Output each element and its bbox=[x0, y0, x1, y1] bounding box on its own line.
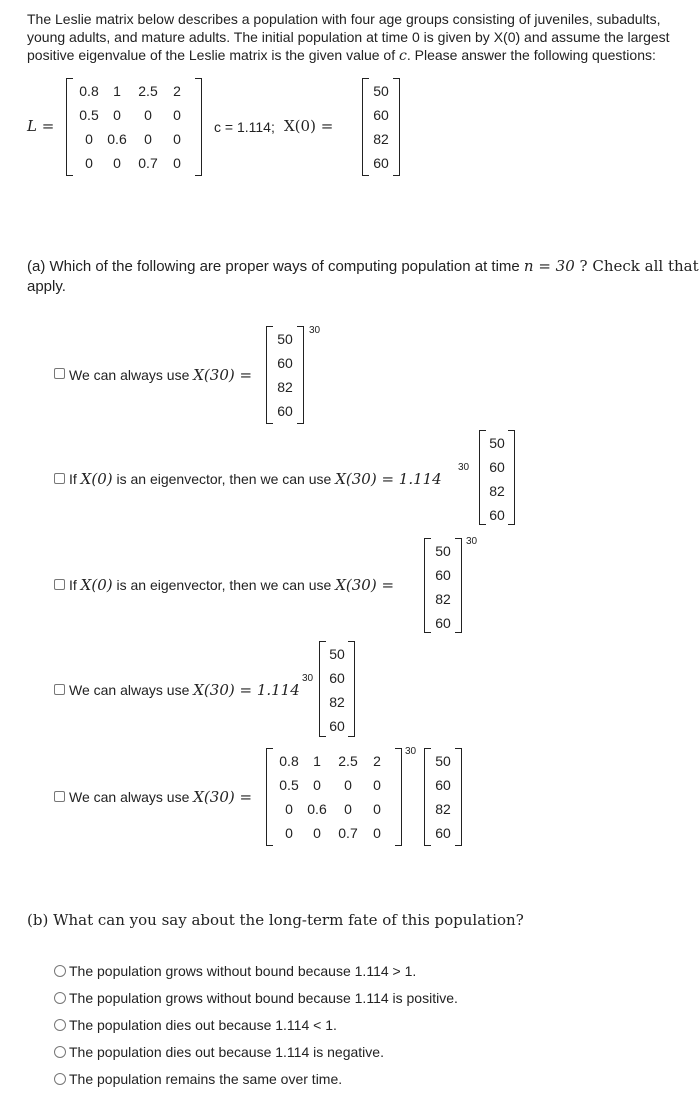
option-a5-matrix: 0.8 1 2.5 2 0.5 0 0 0 0 0.6 0 0 0 0 0.7 0 bbox=[266, 748, 402, 846]
leslie-matrix bbox=[66, 78, 202, 176]
option-a4-vector: 50 60 82 60 bbox=[319, 641, 355, 737]
option-a3-checkbox[interactable] bbox=[54, 579, 65, 590]
option-a2-exponent: 30 bbox=[458, 462, 470, 473]
problem-intro bbox=[27, 10, 700, 65]
option-b4-label[interactable]: The population dies out because 1.114 is negative. bbox=[69, 1044, 384, 1060]
option-a1-exponent: 30 bbox=[309, 325, 321, 336]
option-a3-label[interactable]: If X(0) is an eigenvector, then we can use X(30) = bbox=[69, 576, 395, 594]
option-b4-radio[interactable] bbox=[54, 1046, 66, 1058]
option-a2-checkbox[interactable] bbox=[54, 473, 65, 484]
option-a2-label[interactable]: If X(0) is an eigenvector, then we can use X(30) = 1.114 bbox=[69, 470, 442, 488]
matrix-cell: 2.5 bbox=[138, 83, 158, 99]
part-b-question: (b) What can you say about the long-term fate of this population? bbox=[27, 911, 524, 929]
option-a5-checkbox[interactable] bbox=[54, 791, 65, 802]
matrix-cell: 0 bbox=[85, 131, 93, 147]
matrix-cell: 0.8 bbox=[79, 83, 99, 99]
matrix-cell: 0.6 bbox=[107, 131, 127, 147]
matrix-cell: 0 bbox=[144, 107, 152, 123]
matrix-cell: 0 bbox=[173, 107, 181, 123]
option-b3-radio[interactable] bbox=[54, 1019, 66, 1031]
matrix-cell: 0.5 bbox=[79, 107, 99, 123]
vector-cell: 60 bbox=[373, 155, 389, 171]
option-a2-vector: 50 60 82 60 bbox=[479, 430, 515, 525]
option-a5-exponent: 30 bbox=[405, 746, 417, 757]
matrix-cell: 0 bbox=[113, 155, 121, 171]
matrix-cell: 0 bbox=[173, 155, 181, 171]
matrix-cell: 0 bbox=[144, 131, 152, 147]
intro-line-1: The Leslie matrix below describes a population with four age groups consisting of juveniles, subadults, bbox=[27, 11, 661, 27]
option-b2-radio[interactable] bbox=[54, 992, 66, 1004]
option-a5-vector: 50 60 82 60 bbox=[424, 748, 462, 846]
intro-line-2: young adults, and mature adults. The initial population at time 0 is given by X(0) and assume the largest bbox=[27, 29, 670, 45]
option-a4-checkbox[interactable] bbox=[54, 684, 65, 695]
vector-cell: 82 bbox=[373, 131, 389, 147]
option-b2-label[interactable]: The population grows without bound because 1.114 is positive. bbox=[69, 990, 458, 1006]
option-a4-label[interactable]: We can always use X(30) = 1.114 bbox=[69, 681, 300, 699]
option-a3-vector: 50 60 82 60 bbox=[424, 538, 462, 633]
matrix-cell: 0 bbox=[173, 131, 181, 147]
x0-label: X(0) = bbox=[284, 117, 334, 135]
matrix-cell: 0.7 bbox=[138, 155, 158, 171]
vector-cell: 60 bbox=[373, 107, 389, 123]
initial-population-vector bbox=[362, 78, 400, 176]
eigenvalue-c: c = 1.114; bbox=[214, 119, 275, 135]
matrix-cell: 0 bbox=[85, 155, 93, 171]
option-a1-checkbox[interactable] bbox=[54, 368, 65, 379]
option-b1-label[interactable]: The population grows without bound because 1.114 > 1. bbox=[69, 963, 417, 979]
option-a1-label[interactable]: We can always use X(30) = bbox=[69, 366, 253, 384]
leslie-matrix-label: L = bbox=[27, 117, 55, 135]
part-a-question: (a) Which of the following are proper ways of computing population at time n = 30 ? Check all that apply. bbox=[27, 257, 699, 295]
matrix-cell: 1 bbox=[113, 83, 121, 99]
matrix-cell: 2 bbox=[173, 83, 181, 99]
option-a4-exponent: 30 bbox=[302, 673, 314, 684]
vector-cell: 50 bbox=[373, 83, 389, 99]
option-b5-label[interactable]: The population remains the same over time. bbox=[69, 1071, 343, 1087]
option-a5-label[interactable]: We can always use X(30) = bbox=[69, 788, 253, 806]
intro-line-3: positive eigenvalue of the Leslie matrix is the given value of c. Please answer the following questions: bbox=[27, 47, 656, 64]
option-a1-vector: 50 60 82 60 bbox=[266, 326, 304, 424]
option-b5-radio[interactable] bbox=[54, 1073, 66, 1085]
option-b3-label[interactable]: The population dies out because 1.114 < 1. bbox=[69, 1017, 337, 1033]
matrix-cell: 0 bbox=[113, 107, 121, 123]
option-a3-exponent: 30 bbox=[466, 536, 478, 547]
option-b1-radio[interactable] bbox=[54, 965, 66, 977]
